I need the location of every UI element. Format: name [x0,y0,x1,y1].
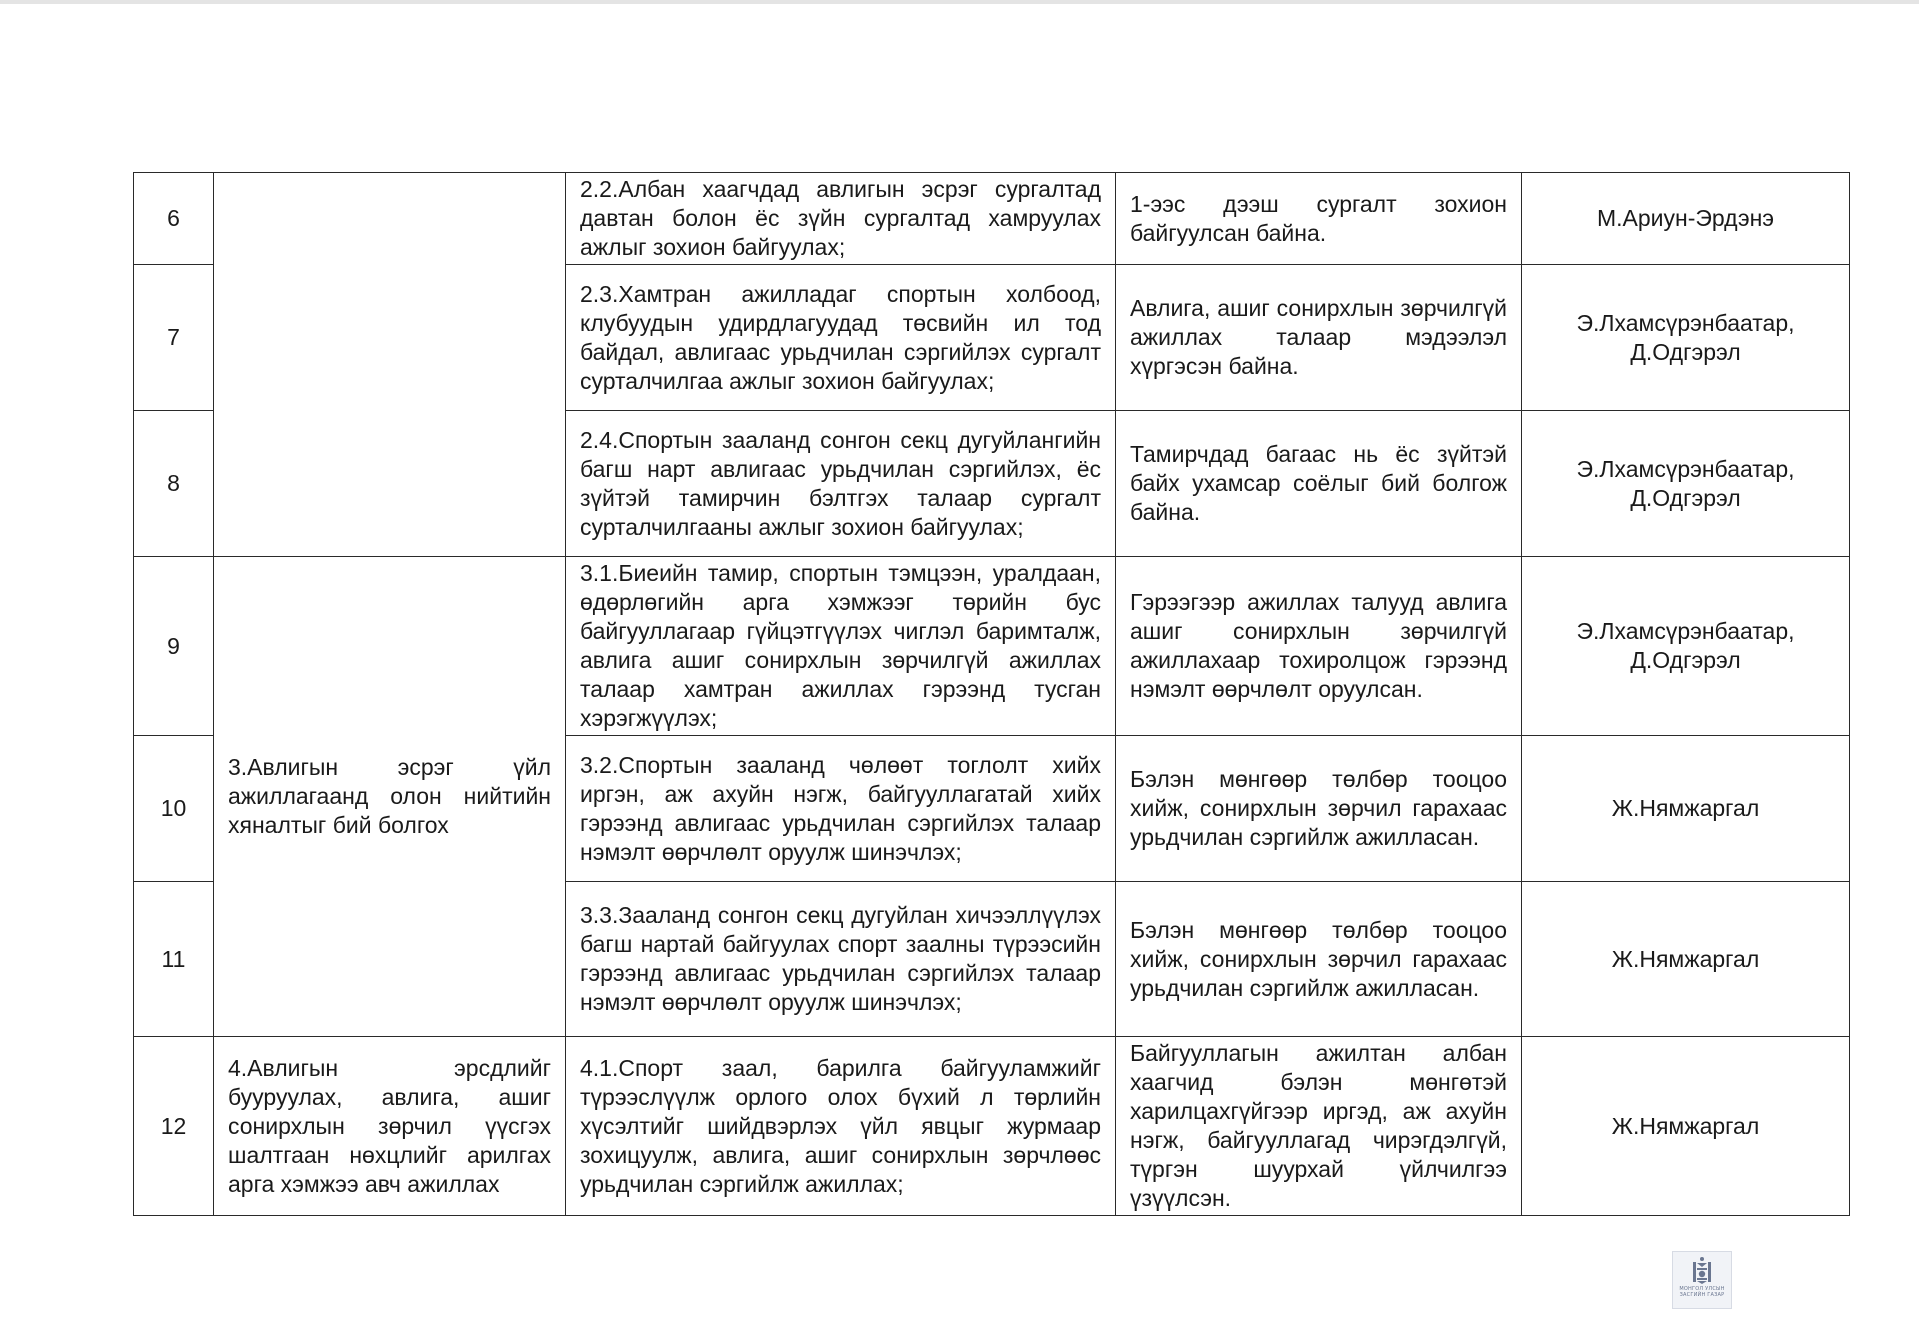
result-cell: Авлига, ашиг сонирхлын зөрчилгүй ажиллах талаар мэдээлэл хүргэсэн байна. [1116,265,1522,411]
action-cell: 4.1.Спорт заал, барилга байгууламжийг түрээслүүлж орлого олох бүхий л төрлийн хүсэлтийг шийдвэрлэх үйл явцыг журмаар зохицуулж, авлига, ашиг сонирхлын зөрчлөөс урьдчилан сэргийлж ажиллах; [566,1037,1116,1216]
stamp-label: МОНГОЛ УЛСЫН ЗАСГИЙН ГАЗАР [1679,1286,1725,1298]
responsible-cell: Ж.Нямжаргал [1522,882,1850,1037]
responsible-cell: М.Ариун-Эрдэнэ [1522,173,1850,265]
table-row [134,173,1850,265]
row-number: 9 [134,557,214,736]
row-number: 11 [134,882,214,1037]
result-cell: Бэлэн мөнгөөр төлбөр тооцоо хийж, сонирхлын зөрчил гарахаас урьдчилан сэргийлж ажилласан. [1116,736,1522,882]
responsible-cell: Э.Лхамсүрэнбаатар, Д.Одгэрэл [1522,557,1850,736]
responsible-cell: Э.Лхамсүрэнбаатар, Д.Одгэрэл [1522,411,1850,557]
soyombo-emblem-icon [1691,1256,1713,1284]
table-row [134,557,1850,736]
action-cell: 2.4.Спортын зааланд сонгон секц дугуйлангийн багш нарт авлигаас урьдчилан сэргийлэх, ёс зүйтэй тамирчин бэлтгэх талаар сургалт сурталчилгааны ажлыг зохион байгуулах; [566,411,1116,557]
table-row [134,1037,1850,1216]
result-cell: Тамирчдад багаас нь ёс зүйтэй байх ухамсар соёлыг бий болгож байна. [1116,411,1522,557]
result-cell: 1-ээс дээш сургалт зохион байгуулсан байна. [1116,173,1522,265]
action-cell: 2.2.Албан хаагчдад авлигын эсрэг сургалтад давтан болон ёс зүйн сургалтад хамруулах ажлыг зохион байгуулах; [566,173,1116,265]
row-number: 7 [134,265,214,411]
government-stamp [1672,1251,1732,1309]
result-cell: Бэлэн мөнгөөр төлбөр тооцоо хийж, сонирхлын зөрчил гарахаас урьдчилан сэргийлж ажилласан. [1116,882,1522,1037]
row-number: 8 [134,411,214,557]
result-cell: Байгууллагын ажилтан албан хаагчид бэлэн мөнгөтэй харилцахгүйгээр иргэд, аж ахуйн нэгж, байгууллагад чирэгдэлгүй, түргэн шуурхай үйлчилгээ үзүүлсэн. [1116,1037,1522,1216]
action-cell: 3.2.Спортын зааланд чөлөөт тоглолт хийх иргэн, аж ахуйн нэгж, байгууллагатай хийх гэрээнд авлигаас урьдчилан сэргийлэх талаар нэмэлт өөрчлөлт оруулж шинэчлэх; [566,736,1116,882]
goal-cell-empty [214,173,566,557]
responsible-cell: Ж.Нямжаргал [1522,1037,1850,1216]
result-cell: Гэрээгээр ажиллах талууд авлига ашиг сонирхлын зөрчилгүй ажиллахаар тохиролцож гэрээнд нэмэлт өөрчлөлт оруулсан. [1116,557,1522,736]
action-plan-table [133,172,1850,1216]
goal-cell: 3.Авлигын эсрэг үйл ажиллагаанд олон нийтийн хяналтыг бий болгох [214,557,566,1037]
action-cell: 2.3.Хамтран ажилладаг спортын холбоод, клубуудын удирдлагуудад төсвийн ил тод байдал, авлигаас урьдчилан сэргийлэх сургалт сурталчилгаа ажлыг зохион байгуулах; [566,265,1116,411]
row-number: 10 [134,736,214,882]
row-number: 6 [134,173,214,265]
responsible-cell: Ж.Нямжаргал [1522,736,1850,882]
responsible-cell: Э.Лхамсүрэнбаатар, Д.Одгэрэл [1522,265,1850,411]
action-cell: 3.3.Зааланд сонгон секц дугуйлан хичээллүүлэх багш нартай байгуулах спорт заалны түрээсийн гэрээнд авлигаас урьдчилан сэргийлэх талаар нэмэлт өөрчлөлт оруулж шинэчлэх; [566,882,1116,1037]
action-cell: 3.1.Биеийн тамир, спортын тэмцээн, уралдаан, өдөрлөгийн арга хэмжээг төрийн бус байгууллагаар гүйцэтгүүлэх чиглэл баримталж, авлига ашиг сонирхлын зөрчилгүй ажиллах талаар хамтран ажиллах гэрээнд тусган хэрэгжүүлэх; [566,557,1116,736]
goal-cell: 4.Авлигын эрсдлийг бууруулах, авлига, ашиг сонирхлын зөрчил үүсгэх шалтгаан нөхцлийг арилгах арга хэмжээ авч ажиллах [214,1037,566,1216]
page-top-edge [0,0,1919,4]
row-number: 12 [134,1037,214,1216]
